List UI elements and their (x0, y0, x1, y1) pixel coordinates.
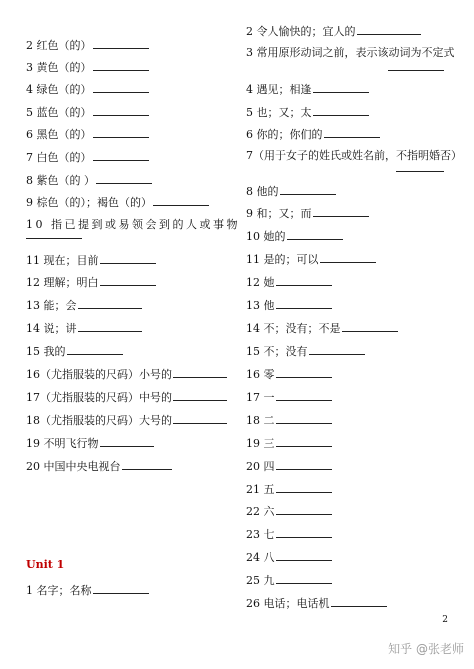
watermark: 知乎 @张老师 (388, 642, 464, 656)
answer-blank[interactable] (173, 412, 227, 424)
list-item: 20 四 (246, 458, 332, 474)
answer-blank[interactable] (313, 205, 369, 217)
list-item: 5 也；又；太 (246, 104, 369, 120)
answer-blank[interactable] (173, 366, 227, 378)
list-item: 10 指已提到或易领会到的人或事物 (26, 218, 240, 231)
answer-blank[interactable] (173, 389, 227, 401)
list-item: 14 不；没有；不是 (246, 320, 398, 336)
list-item: 15 不；没有 (246, 343, 365, 359)
answer-blank[interactable] (276, 481, 332, 493)
list-item: 8 紫色（的 ） (26, 172, 152, 188)
list-item: 11 现在；目前 (26, 252, 156, 268)
list-item: 26 电话；电话机 (246, 595, 387, 611)
list-item: 3 常用原形动词之前，表示该动词为不定式 (246, 46, 455, 59)
answer-blank[interactable] (26, 238, 82, 239)
answer-blank[interactable] (324, 126, 380, 138)
list-item: 5 蓝色（的） (26, 104, 149, 120)
answer-blank[interactable] (276, 549, 332, 561)
answer-blank[interactable] (276, 503, 332, 515)
answer-blank[interactable] (93, 126, 149, 138)
list-item: 16 零 (246, 366, 332, 382)
answer-blank[interactable] (93, 81, 149, 93)
list-item: 7 白色（的） (26, 149, 149, 165)
list-item: 18（尤指服装的尺码）大号的 (26, 412, 227, 428)
list-item: 16（尤指服装的尺码）小号的 (26, 366, 227, 382)
list-item: 23 七 (246, 526, 332, 542)
answer-blank[interactable] (313, 81, 369, 93)
answer-blank[interactable] (388, 70, 444, 71)
answer-blank[interactable] (320, 251, 376, 263)
list-item: 17（尤指服装的尺码）中号的 (26, 389, 227, 405)
list-item: 6 黑色（的） (26, 126, 149, 142)
answer-blank[interactable] (67, 343, 123, 355)
list-item: 10 她的 (246, 228, 343, 244)
list-item: 12 她 (246, 274, 332, 290)
answer-blank[interactable] (276, 297, 332, 309)
list-item: 2 红色（的） (26, 37, 149, 53)
list-item: 4 绿色（的） (26, 81, 149, 97)
list-item: 11 是的；可以 (246, 251, 376, 267)
answer-blank[interactable] (276, 526, 332, 538)
list-item: 18 二 (246, 412, 332, 428)
answer-blank[interactable] (96, 172, 152, 184)
list-item: 14 说；讲 (26, 320, 142, 336)
answer-blank[interactable] (309, 343, 365, 355)
list-item: 24 八 (246, 549, 332, 565)
answer-blank[interactable] (276, 412, 332, 424)
list-item: 13 能；会 (26, 297, 142, 313)
list-item: 1 名字；名称 (26, 582, 149, 598)
answer-blank[interactable] (280, 183, 336, 195)
answer-blank[interactable] (276, 435, 332, 447)
answer-blank[interactable] (276, 389, 332, 401)
list-item: 7（用于女子的姓氏或姓名前，不指明婚否） (246, 149, 462, 162)
answer-blank[interactable] (396, 171, 444, 172)
answer-blank[interactable] (78, 320, 142, 332)
answer-blank[interactable] (153, 194, 209, 206)
answer-blank[interactable] (276, 458, 332, 470)
list-item: 22 六 (246, 503, 332, 519)
list-item: 8 他的 (246, 183, 336, 199)
list-item: 9 棕色（的）；褐色（的） (26, 194, 209, 210)
list-item: 9 和；又；而 (246, 205, 369, 221)
answer-blank[interactable] (93, 582, 149, 594)
list-item: 20 中国中央电视台 (26, 458, 172, 474)
list-item: 4 遇见；相逢 (246, 81, 369, 97)
list-item: 21 五 (246, 481, 332, 497)
answer-blank[interactable] (357, 23, 421, 35)
answer-blank[interactable] (276, 572, 332, 584)
answer-blank[interactable] (78, 297, 142, 309)
answer-blank[interactable] (93, 104, 149, 116)
page-number: 2 (442, 615, 448, 625)
answer-blank[interactable] (93, 37, 149, 49)
answer-blank[interactable] (276, 366, 332, 378)
list-item: 12 理解；明白 (26, 274, 156, 290)
list-item: 2 令人愉快的；宜人的 (246, 23, 421, 39)
answer-blank[interactable] (100, 435, 154, 447)
list-item: 19 不明飞行物 (26, 435, 154, 451)
answer-blank[interactable] (93, 59, 149, 71)
answer-blank[interactable] (313, 104, 369, 116)
answer-blank[interactable] (287, 228, 343, 240)
answer-blank[interactable] (93, 149, 149, 161)
answer-blank[interactable] (122, 458, 172, 470)
list-item: 3 黄色（的） (26, 59, 149, 75)
answer-blank[interactable] (342, 320, 398, 332)
answer-blank[interactable] (100, 252, 156, 264)
list-item: 15 我的 (26, 343, 123, 359)
answer-blank[interactable] (276, 274, 332, 286)
list-item: 6 你的；你们的 (246, 126, 380, 142)
list-item: 19 三 (246, 435, 332, 451)
list-item: 17 一 (246, 389, 332, 405)
list-item: 13 他 (246, 297, 332, 313)
list-item: 25 九 (246, 572, 332, 588)
answer-blank[interactable] (331, 595, 387, 607)
unit-heading: Unit 1 (26, 558, 65, 571)
answer-blank[interactable] (100, 274, 156, 286)
